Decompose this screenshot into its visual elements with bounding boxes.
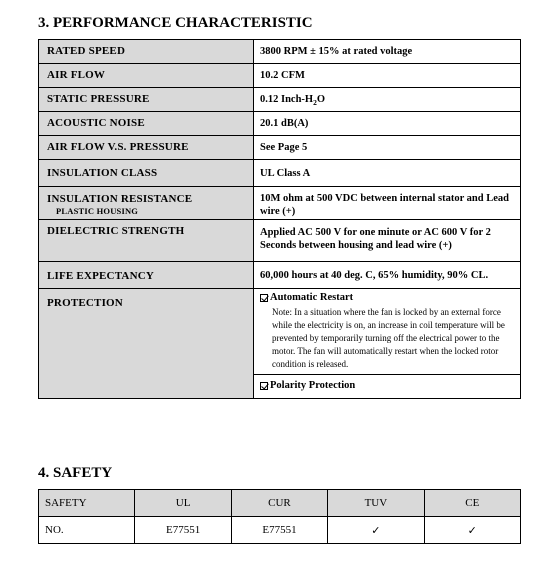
row-label: LIFE EXPECTANCY xyxy=(39,262,254,289)
automatic-restart-block xyxy=(254,289,520,375)
row-label: DIELECTRIC STRENGTH xyxy=(39,220,254,262)
row-cell: E77551 xyxy=(135,517,231,544)
insulation-resistance-label: INSULATION RESISTANCE xyxy=(47,193,193,205)
safety-section-title: 4. SAFETY xyxy=(38,465,113,481)
check-mark-icon: ✓ xyxy=(424,517,520,544)
checkbox-checked-icon xyxy=(260,382,268,390)
row-label: AIR FLOW V.S. PRESSURE xyxy=(39,136,254,160)
row-label: PROTECTION xyxy=(39,289,254,399)
performance-section-title: 3. PERFORMANCE CHARACTERISTIC xyxy=(38,15,313,31)
header-cell: TUV xyxy=(328,490,424,517)
row-value: Applied AC 500 V for one minute or AC 600 V for 2 Seconds between housing and lead wire (+) xyxy=(254,220,521,262)
row-value: 10M ohm at 500 VDC between internal stator and Lead wire (+) xyxy=(254,187,521,220)
table-row xyxy=(39,220,521,262)
table-header-row xyxy=(39,490,521,517)
header-cell: CUR xyxy=(231,490,327,517)
row-cell: NO. xyxy=(39,517,135,544)
row-label xyxy=(39,187,254,220)
row-label: AIR FLOW xyxy=(39,64,254,88)
table-row xyxy=(39,262,521,289)
row-value: 10.2 CFM xyxy=(254,64,521,88)
row-value: 20.1 dB(A) xyxy=(254,112,521,136)
table-row-protection xyxy=(39,289,521,399)
automatic-restart-note: Note: In a situation where the fan is locked by an external force while the electricity is on, an increase in coil temperature will be prevented by temporarily turning off the electrical power to the motor. The fan will automatically restart when the locked rotor condition is released. xyxy=(272,307,505,369)
row-value xyxy=(254,88,521,112)
row-label: RATED SPEED xyxy=(39,40,254,64)
automatic-restart-label: Automatic Restart xyxy=(270,292,354,303)
automatic-restart-line xyxy=(260,291,516,304)
table-row xyxy=(39,160,521,187)
performance-table xyxy=(38,39,521,399)
row-value: UL Class A xyxy=(254,160,521,187)
protection-value xyxy=(254,289,521,399)
check-mark-icon: ✓ xyxy=(328,517,424,544)
static-pressure-value: 0.12 Inch-H xyxy=(260,94,314,105)
row-value: 3800 RPM ± 15% at rated voltage xyxy=(254,40,521,64)
safety-table xyxy=(38,489,521,544)
table-row xyxy=(39,40,521,64)
row-label: STATIC PRESSURE xyxy=(39,88,254,112)
header-cell: UL xyxy=(135,490,231,517)
table-row xyxy=(39,88,521,112)
row-label: INSULATION CLASS xyxy=(39,160,254,187)
table-row xyxy=(39,136,521,160)
table-row xyxy=(39,64,521,88)
header-cell: SAFETY xyxy=(39,490,135,517)
row-label: ACOUSTIC NOISE xyxy=(39,112,254,136)
subscript-2: 2 xyxy=(313,98,317,108)
polarity-protection-line xyxy=(260,379,516,392)
static-pressure-unit-o: O xyxy=(316,94,326,105)
table-row xyxy=(39,187,521,220)
header-cell: CE xyxy=(424,490,520,517)
table-row xyxy=(39,112,521,136)
polarity-protection-block xyxy=(254,375,520,398)
row-value: See Page 5 xyxy=(254,136,521,160)
row-cell: E77551 xyxy=(231,517,327,544)
plastic-housing-sublabel: PLASTIC HOUSING xyxy=(56,206,139,216)
row-value: 60,000 hours at 40 deg. C, 65% humidity, 90% CL. xyxy=(254,262,521,289)
checkbox-checked-icon xyxy=(260,294,268,302)
table-row xyxy=(39,517,521,544)
polarity-protection-label: Polarity Protection xyxy=(270,380,356,391)
